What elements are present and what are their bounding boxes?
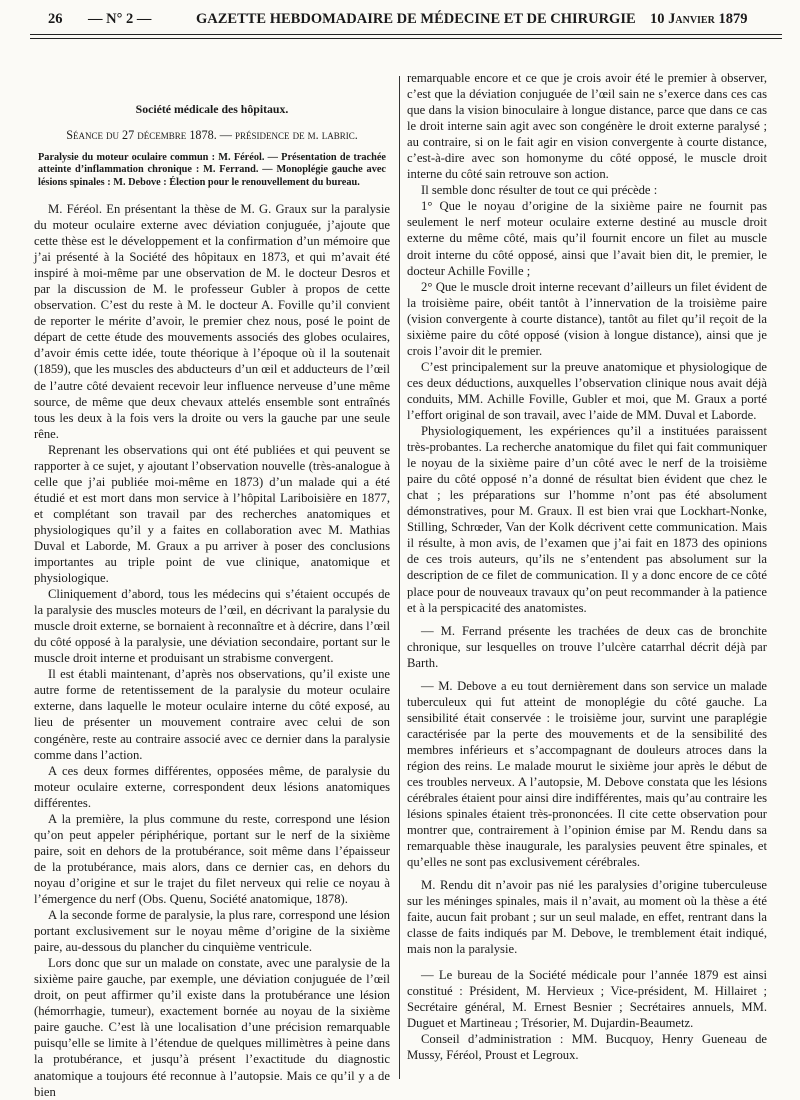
session-line: Séance du 27 décembre 1878. — présidence de m. labric.	[66, 128, 358, 143]
paragraph-ferrand: — M. Ferrand présente les trachées de deux cas de bronchite chronique, sur lesquelles on trouve l’ulcère catarrhal décrit déjà par Barth.	[407, 623, 767, 670]
paragraph: 1° Que le noyau d’origine de la sixième paire ne fournit pas seulement le nerf moteur oculaire externe destiné au muscle droit externe du même côté, mais qu’il fournit encore un filet au muscle droit interne du côté opposé, ainsi que l’avait bien dit, le premier, le docteur Achille Foville ;	[407, 199, 767, 278]
paragraph: Il est établi maintenant, d’après nos observations, qu’il existe une autre forme de retentissement de la paralysie du moteur oculaire externe, dans laquelle le moteur oculaire interne du côté exposé, au lieu de présenter un mouvement contraire avec celui de son congénère, reste au contraire associé avec ce dernier dans la paralysie comme dans l’action.	[34, 667, 390, 762]
paragraph: 2° Que le muscle droit interne recevant d’ailleurs un filet évident de la troisième paire, obéit tantôt à l’innervation de la troisième paire (vision convergente à courte distance), tantôt au filet qu’il reçoit de la sixième paire du côté opposé (vision à longue distance), ainsi que je crois l’avoir dit le premier.	[407, 279, 767, 358]
issue-number: — N° 2 —	[88, 11, 152, 27]
paragraph: Physiologiquement, les expériences qu’il a instituées paraissent très-probantes. La recherche anatomique du filet qui fait communiquer le noyau de la sixième paire d’un côté avec le nerf de la troisième paire du côté opposé n’a donné de résultat bien évident que chez le chat ; les préparations sur l’homme n’ont pas été absolument démonstratives, pour M. Graux. Il est bien vrai que Lockhart-Nonke, Stilling, Schrœder, Van der Kolk décrivent cette communication. Mais il résulte, à mon avis, de l’examen que j’ai fait en 1873 des opinions de ces trois auteurs, qu’ils ne s’entendent pas absolument sur la description de ce filet de communication. Il y a donc encore de ce côté place pour de nouveaux travaux qu’on peut recommander à la patience et à la perspicacité des anatomistes.	[407, 424, 767, 615]
left-column	[34, 80, 390, 1099]
column-divider	[399, 76, 400, 1079]
paragraph: Reprenant les observations qui ont été publiées et qui peuvent se rapporter à ce sujet, y ajoutant l’observation nouvelle (très-analogue à celle que j’ai publiée moi-même en 1873) d’un malade qui a été étudié et est mort dans mon service à l’hôpital Lariboisière en 1877, et complétant son travail par des recherches anatomiques et physiologiques qu’il y a faites en collaboration avec M. Mathias Duval et Laborde, M. Graux a pu arriver à poser des conclusions importantes au triple point de vue clinique, anatomique et physiologique.	[34, 442, 390, 586]
paragraph: C’est principalement sur la preuve anatomique et physiologique de ces deux déductions, auxquelles l’observation clinique nous avait déjà conduits, MM. Achille Foville, Gubler et moi, que M. Graux a porté l’effort original de son travail, avec l’aide de MM. Duval et Laborde.	[407, 359, 767, 422]
session-summary: Paralysie du moteur oculaire commun : M. Féréol. — Présentation de trachée atteinte d’inflammation chronique : M. Ferrand. — Monoplégie gauche avec lésions spinales : M. Debove : Élection pour le renouvellement du bureau.	[38, 152, 386, 188]
header-rule-bottom	[30, 38, 782, 39]
right-column	[407, 70, 767, 1080]
paragraph-bureau: — Le bureau de la Société médicale pour l’année 1879 est ainsi constitué : Président, M. Hervieux ; Vice-président, M. Hillairet ; Secrétaire général, M. Ernest Besnier ; Secrétaires annuels, MM. Duguet et Martineau ; Trésorier, M. Dujardin-Beaumetz.	[407, 967, 767, 1030]
issue-date: 10 Janvier 1879	[650, 11, 748, 27]
header-rule-top	[30, 34, 782, 35]
paragraph: Lors donc que sur un malade on constate, avec une paralysie de la sixième paire gauche, par exemple, une déviation conjuguée de l’œil droit, on peut affirmer qu’il existe dans la protubérance une lésion (hémorrhagie, tumeur), exactement bornée au noyau de la sixième paire gauche. C’est là une localisation d’une précision remarquable puisqu’elle se limite à l’étendue de quelques millimètres à peine dans la protubérance, et jusqu’à présent l’exactitude du diagnostic anatomique a toujours été reconnue à l’autopsie. Mais ce qu’il y a de bien	[34, 956, 390, 1099]
journal-title: GAZETTE HEBDOMADAIRE DE MÉDECINE ET DE CHIRURGIE	[196, 11, 636, 27]
page-header	[36, 8, 780, 32]
page-number: 26	[48, 11, 63, 27]
paragraph-debove: — M. Debove a eu tout dernièrement dans son service un malade tuberculeux qui fut atteint de monoplégie du côté gauche. La sensibilité était conservée : le troisième jour, survint une paraplégie caractérisée par la perte des mouvements et de la sensibilité des membres inférieurs et s’accompagnant de douleurs atroces dans la région des reins. Le malade mourut le sixième jour après le début de ces troubles nerveux. A l’autopsie, M. Debove constata que les lésions cérébrales étaient pour ainsi dire indifférentes, mais qu’au contraire les lésions spinales étaient très-prononcées. Il cite cette observation pour montrer que, contrairement à l’opinion émise par M. Rendu dans sa remarquable thèse inaugurale, les paralysies peuvent être spinales, et qu’elles ne sont pas exclusivement cérébrales.	[407, 678, 767, 870]
paragraph: A la seconde forme de paralysie, la plus rare, correspond une lésion portant exclusivement sur le noyau même d’origine de la sixième paire, au-dessous du plancher du cinquième ventricule.	[34, 908, 390, 955]
paragraph: M. Féréol. En présentant la thèse de M. G. Graux sur la paralysie du moteur oculaire externe avec déviation conjuguée, j’ajoute que cette thèse est le développement et la confirmation d’un mémoire que j’ai présenté à la Société des hôpitaux en 1873, et qui m’avait été inspiré à moi-même par une observation de M. le docteur Desros et par la discussion de M. le professeur Gubler à propos de cette observation. C’est du reste à M. le docteur A. Foville qu’il convient de reporter le mérite d’avoir, le premier chez nous, posé le point de départ de cette étude des mouvements associés des globes oculaires, d’avoir émis cette idée, toute théorique à l’époque où il la soutenait (1859), que les muscles des abducteurs d’un œil et adducteurs de l’œil de l’autre côté devaient recevoir leur influence nerveuse d’une même source, de même que deux chevaux attelés ensemble sont entraînés tous les deux à la fois vers la droite ou vers la gauche par une seule rêne.	[34, 201, 390, 441]
paragraph: Il semble donc résulter de tout ce qui précède :	[421, 183, 658, 198]
paragraph: A la première, la plus commune du reste, correspond une lésion qu’on peut appeler périphérique, portant sur le nerf de la sixième paire, soit en dehors de la protubérance, soit même dans l’épaisseur de la protubérance, mais alors, dans ce dernier cas, en dehors du noyau d’origine et sur le trajet du filet nerveux qui relie ce noyau à l’émergence du nerf (Obs. Quenu, Société anatomique, 1878).	[34, 811, 390, 906]
section-title: Société médicale des hôpitaux.	[135, 102, 289, 116]
paragraph: remarquable encore et ce que je crois avoir été le premier à observer, c’est que la déviation conjuguée de l’œil sain ne s’exerce dans ces cas que dans la vision binoculaire à longue distance, parce que dans ce cas le droit interne sain agit avec son congénère le droit externe paralysé ; au contraire, si on le fait agir en vision convergente à courte distance, c’est-à-dire avec son homonyme du côté opposé, le muscle droit interne du côté sain retrouve son action.	[407, 71, 767, 182]
paragraph: Cliniquement d’abord, tous les médecins qui s’étaient occupés de la paralysie des muscles moteurs de l’œil, en décrivant la paralysie du muscle droit externe, se bornaient à reconnaître et à décrire, dans l’œil du côté opposé à la paralysie, une déviation secondaire, portant sur le muscle droit interne et produisant un strabisme convergent.	[34, 587, 390, 666]
paragraph: A ces deux formes différentes, opposées même, de paralysie du moteur oculaire externe, correspondent deux lésions anatomiques différentes.	[34, 763, 390, 810]
paragraph-rendu: M. Rendu dit n’avoir pas nié les paralysies d’origine tuberculeuse sur les méninges spinales, mais il n’avait, au moment où la thèse a été faite, aucun fait probant ; sur un seul malade, en effet, rentrant dans la classe de faits indiqués par M. Debove, le tremblement était indiqué, mais non la paralysie.	[407, 878, 767, 957]
paragraph-conseil: Conseil d’administration : MM. Bucquoy, Henry Gueneau de Mussy, Féréol, Proust et Legroux.	[407, 1031, 767, 1062]
